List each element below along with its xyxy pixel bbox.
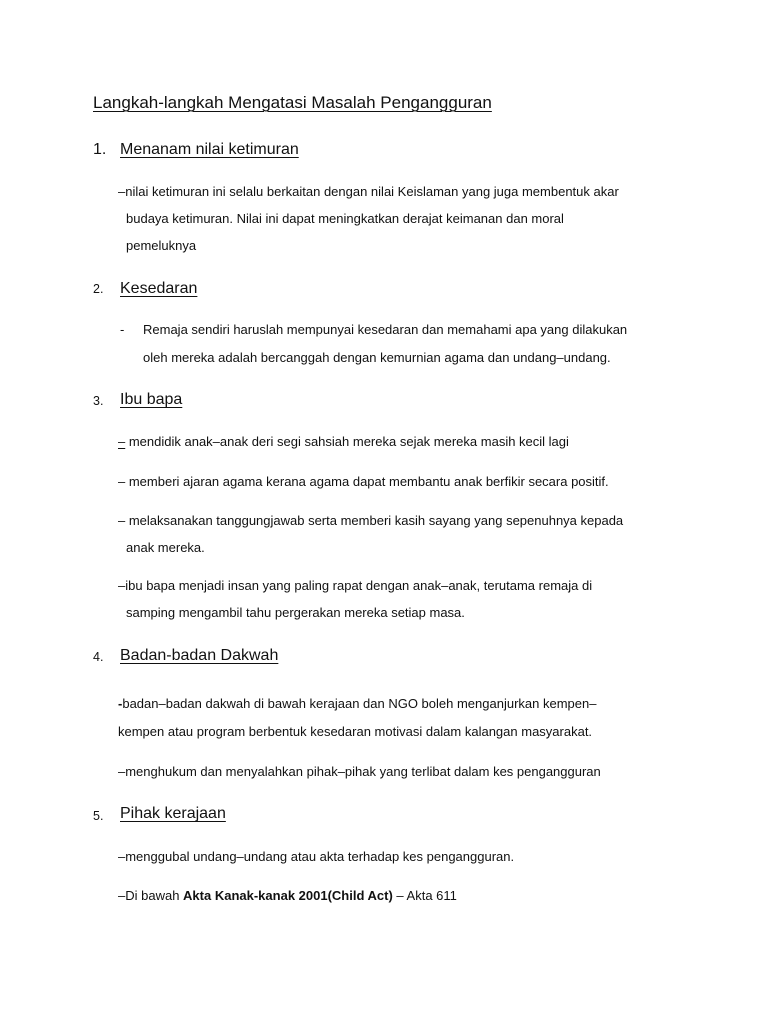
section-1-heading: Menanam nilai ketimuran — [120, 141, 299, 158]
act-prefix: –Di bawah — [118, 888, 184, 903]
section-4-line-1-text: badan–badan dakwah di bawah kerajaan dan NGO boleh menganjurkan kempen– — [122, 696, 597, 711]
section-2-line-1: Remaja sendiri haruslah mempunyai kesedaran dan memahami apa yang dilakukan — [143, 322, 628, 337]
section-4-line-2: kempen atau program berbentuk kesedaran motivasi dalam kalangan masyarakat. — [118, 724, 593, 739]
section-5-heading: Pihak kerajaan — [120, 805, 226, 822]
section-5-line-1: –menggubal undang–undang atau akta terhadap kes pengangguran. — [118, 849, 515, 864]
section-3-line-4: anak mereka. — [126, 540, 205, 555]
section-3-first-dash: – — [118, 434, 126, 449]
section-2-bullet: - — [120, 322, 125, 337]
section-5-line-2 — [118, 887, 457, 905]
act-name: Akta Kanak-kanak 2001(Child Act) — [183, 888, 393, 903]
section-4-first-dash: - — [118, 696, 123, 711]
section-3-line-1 — [118, 433, 569, 451]
act-suffix: – Akta 611 — [392, 888, 457, 903]
section-4-heading: Badan-badan Dakwah — [120, 647, 279, 664]
section-2-heading: Kesedaran — [120, 280, 198, 297]
section-3-line-5: –ibu bapa menjadi insan yang paling rapat dengan anak–anak, terutama remaja di — [118, 578, 593, 593]
section-5-number: 5. — [93, 809, 104, 823]
section-4-line-3: –menghukum dan menyalahkan pihak–pihak yang terlibat dalam kes pengangguran — [118, 764, 601, 779]
section-1-number: 1. — [93, 141, 107, 158]
section-3-line-3: – melaksanakan tanggungjawab serta memberi kasih sayang yang sepenuhnya kepada — [118, 513, 624, 528]
section-3-heading: Ibu bapa — [120, 391, 183, 408]
section-3-line-6: samping mengambil tahu pergerakan mereka setiap masa. — [126, 605, 465, 620]
section-3-line-2: – memberi ajaran agama kerana agama dapat membantu anak berfikir secara positif. — [118, 474, 609, 489]
section-1-line-1: –nilai ketimuran ini selalu berkaitan dengan nilai Keislaman yang juga membentuk akar — [118, 184, 619, 199]
section-3-number: 3. — [93, 394, 104, 408]
section-4-line-1 — [118, 695, 596, 713]
section-4-number: 4. — [93, 650, 104, 664]
section-2-number: 2. — [93, 282, 104, 296]
section-1-line-3: pemeluknya — [126, 238, 197, 253]
document-title: Langkah-langkah Mengatasi Masalah Pengangguran — [93, 93, 492, 112]
section-3-line-1-text: mendidik anak–anak deri segi sahsiah mereka sejak mereka masih kecil lagi — [125, 434, 569, 449]
section-2-line-2: oleh mereka adalah bercanggah dengan kemurnian agama dan undang–undang. — [143, 350, 611, 365]
section-1-line-2: budaya ketimuran. Nilai ini dapat meningkatkan derajat keimanan dan moral — [126, 211, 564, 226]
